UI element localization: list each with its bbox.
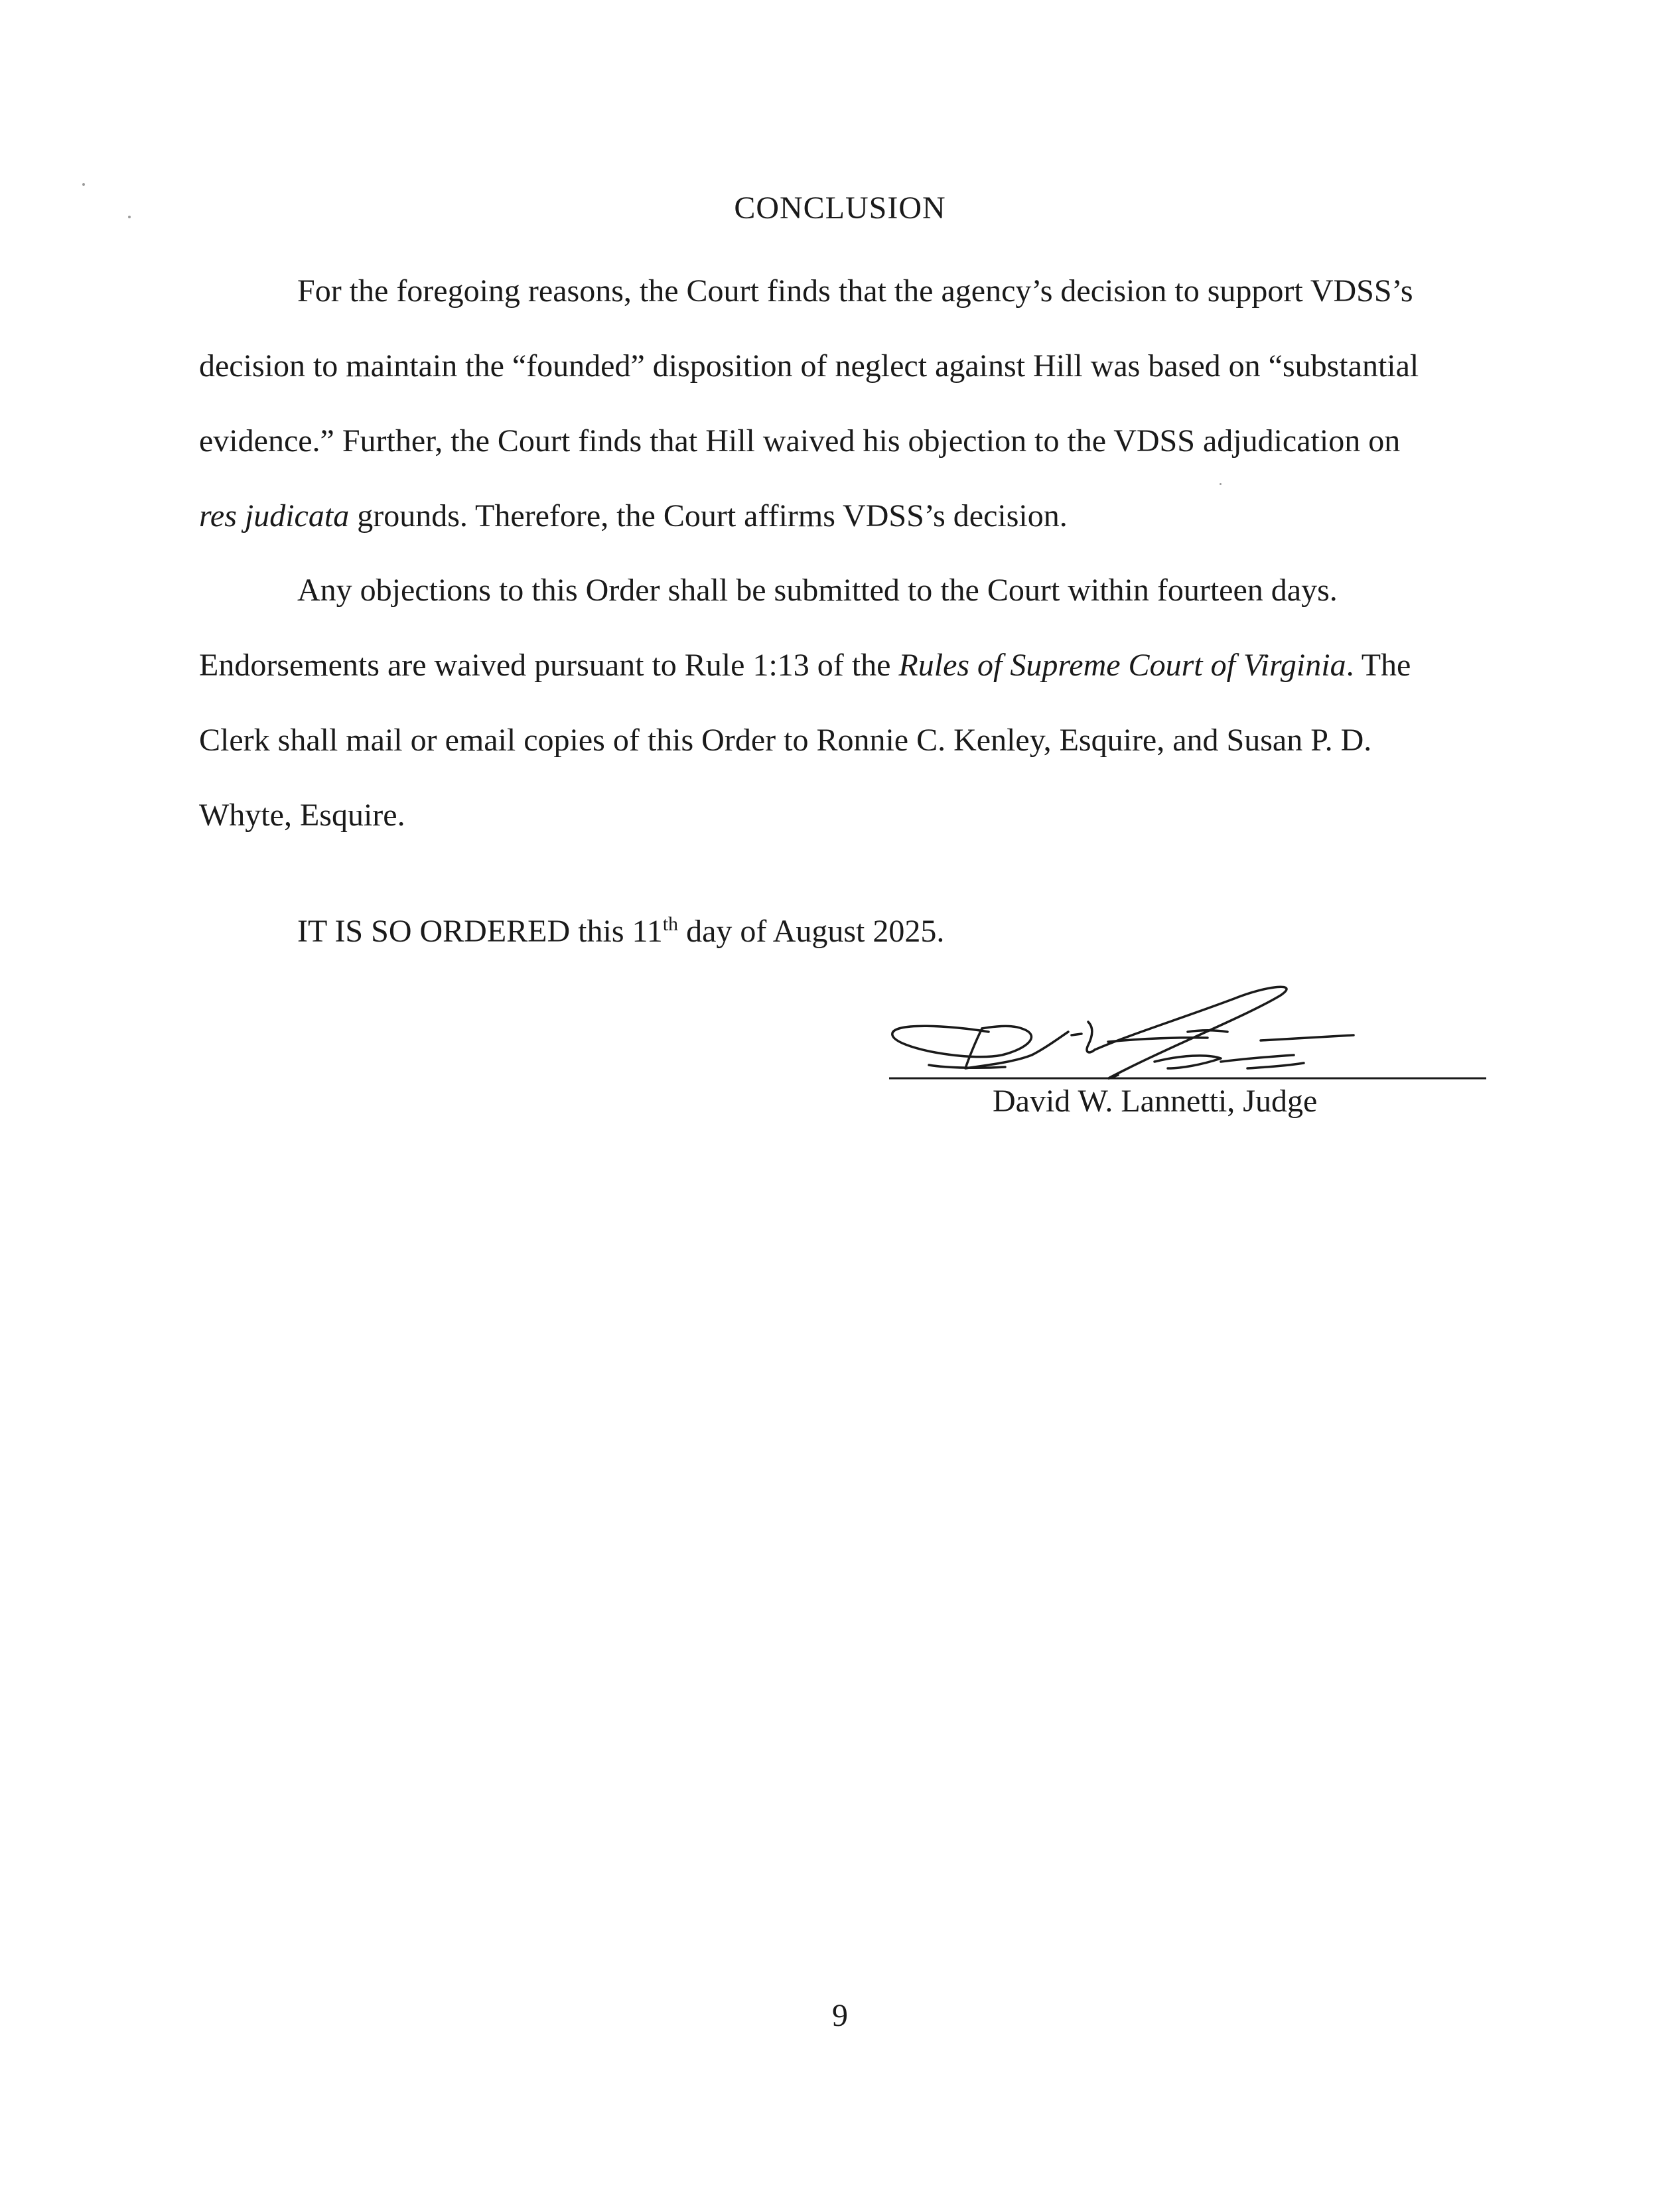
text-segment: grounds. Therefore, the Court affirms VDSS’s decision. — [349, 498, 1068, 533]
italic-citation: Rules of Supreme Court of Virginia — [898, 648, 1346, 683]
text-segment: day of August 2025. — [678, 914, 945, 949]
scan-speck — [82, 183, 85, 186]
conclusion-paragraph — [199, 253, 1480, 553]
page-number: 9 — [832, 1998, 848, 2033]
section-heading: CONCLUSION — [734, 190, 946, 226]
text-segment: IT IS SO ORDERED this 11 — [297, 914, 663, 949]
text-line — [199, 628, 1480, 703]
text-line: Clerk shall mail or email copies of this Order to Ronnie C. Kenley, Esquire, and Susan P. D. — [199, 723, 1372, 758]
objections-paragraph — [199, 553, 1480, 853]
text-line: For the foregoing reasons, the Court finds that the agency’s decision to support VDSS’s — [297, 273, 1413, 309]
italic-term: res judicata — [199, 498, 350, 533]
ordinal-superscript: th — [662, 913, 679, 935]
text-line: decision to maintain the “founded” disposition of neglect against Hill was based on “substantial — [199, 348, 1419, 384]
text-line: Any objections to this Order shall be submitted to the Court within fourteen days. — [297, 573, 1338, 608]
text-line — [199, 887, 1480, 969]
signatory-name: David W. Lannetti, Judge — [993, 1084, 1318, 1119]
handwritten-signature — [889, 969, 1486, 1102]
text-line — [199, 478, 1480, 553]
text-segment: Endorsements are waived pursuant to Rule 1:13 of the — [199, 648, 899, 683]
order-paragraph — [199, 887, 1480, 969]
signature-block — [889, 969, 1486, 1141]
text-line: evidence.” Further, the Court finds that Hill waived his objection to the VDSS adjudication on — [199, 423, 1401, 459]
text-line: Whyte, Esquire. — [199, 798, 405, 833]
text-segment: . The — [1346, 648, 1411, 683]
